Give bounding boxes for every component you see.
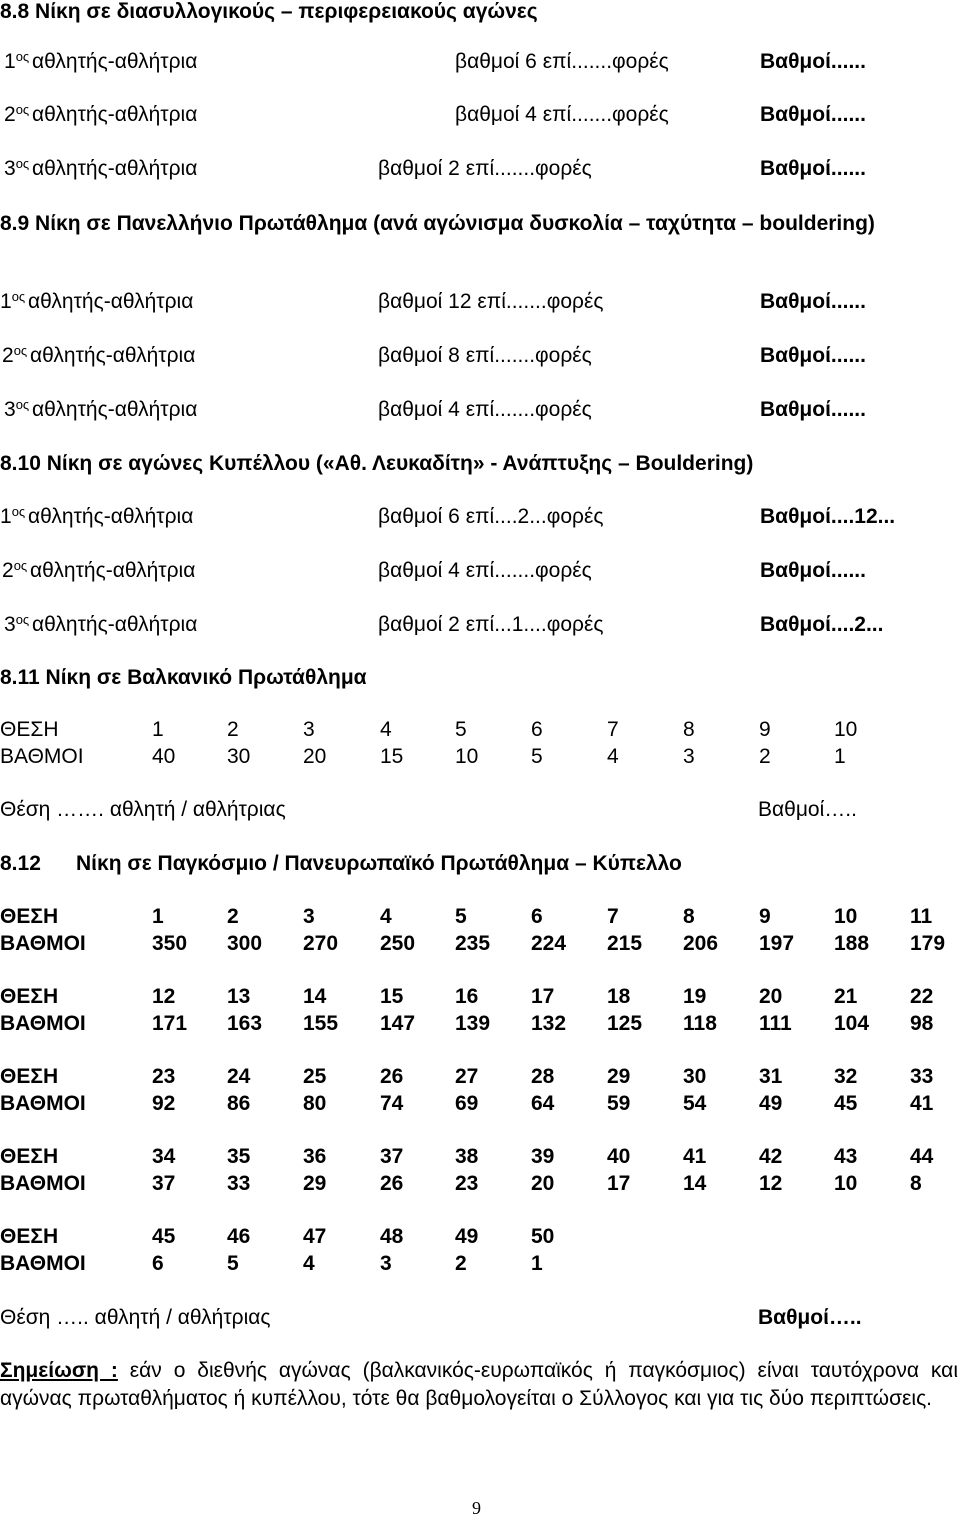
table-cell: 10 xyxy=(834,905,858,928)
position-row xyxy=(0,718,960,744)
table-cell: 13 xyxy=(227,985,251,1008)
points-multiplier: βαθμοί 8 επί.......φορές xyxy=(378,344,592,367)
rank-suffix: ος xyxy=(13,343,28,358)
rank-number xyxy=(4,157,29,181)
table-cell: 42 xyxy=(759,1145,783,1168)
rank-suffix: ος xyxy=(11,504,26,519)
table-cell: 118 xyxy=(683,1012,717,1035)
table-cell: 235 xyxy=(455,932,491,955)
table-cell: 9 xyxy=(759,718,771,741)
athlete-row xyxy=(0,505,960,531)
position-row xyxy=(0,1145,960,1171)
row-label: ΒΑΘΜΟΙ xyxy=(0,1252,86,1275)
table-cell: 300 xyxy=(227,932,263,955)
points-row xyxy=(0,745,960,771)
table-cell: 12 xyxy=(759,1172,783,1195)
table-cell: 8 xyxy=(683,718,695,741)
athlete-label: αθλητής-αθλήτρια xyxy=(32,157,198,180)
rank-suffix: ος xyxy=(15,102,30,117)
table-cell: 49 xyxy=(455,1225,479,1248)
table-cell: 64 xyxy=(531,1092,555,1115)
table-cell: 163 xyxy=(227,1012,263,1035)
section-8-11-title: 8.11 Νίκη σε Βαλκανικό Πρωτάθλημα xyxy=(0,666,367,689)
table-cell: 7 xyxy=(607,905,619,928)
table-cell: 44 xyxy=(910,1145,934,1168)
table-cell: 54 xyxy=(683,1092,707,1115)
table-cell: 43 xyxy=(834,1145,858,1168)
table-cell: 270 xyxy=(303,932,339,955)
table-cell: 10 xyxy=(834,718,858,741)
rank-number xyxy=(4,50,29,74)
table-cell: 20 xyxy=(531,1172,555,1195)
athlete-row xyxy=(0,344,960,370)
athlete-row xyxy=(0,613,960,639)
athlete-label: αθλητής-αθλήτρια xyxy=(28,505,194,528)
rank-digit: 3 xyxy=(4,398,16,421)
table-cell: 22 xyxy=(910,985,934,1008)
section-8-11-footer-right: Βαθμοί….. xyxy=(758,798,857,821)
rank-number xyxy=(4,103,29,127)
table-cell: 21 xyxy=(834,985,858,1008)
rank-suffix: ος xyxy=(15,49,30,64)
table-cell: 41 xyxy=(683,1145,707,1168)
points-multiplier: βαθμοί 12 επί.......φορές xyxy=(378,290,604,313)
table-cell: 18 xyxy=(607,985,631,1008)
points-multiplier: βαθμοί 2 επί.......φορές xyxy=(378,157,592,180)
table-cell: 224 xyxy=(531,932,567,955)
athlete-label: αθλητής-αθλήτρια xyxy=(32,103,198,126)
points-multiplier: βαθμοί 4 επί.......φορές xyxy=(378,398,592,421)
row-label: ΒΑΘΜΟΙ xyxy=(0,1172,86,1195)
table-cell: 5 xyxy=(455,718,467,741)
points-total: Βαθμοί...... xyxy=(760,398,866,421)
position-row xyxy=(0,1225,960,1251)
rank-digit: 1 xyxy=(0,290,12,313)
table-cell: 33 xyxy=(227,1172,251,1195)
table-cell: 10 xyxy=(455,745,479,768)
athlete-label: αθλητής-αθλήτρια xyxy=(30,559,196,582)
table-cell: 16 xyxy=(455,985,479,1008)
rank-suffix: ος xyxy=(15,612,30,627)
points-total: Βαθμοί...... xyxy=(760,50,866,73)
section-8-9-title: 8.9 Νίκη σε Πανελλήνιο Πρωτάθλημα (ανά αγώνισμα δυσκολία – ταχύτητα – bouldering) xyxy=(0,212,875,235)
table-cell: 1 xyxy=(152,905,164,928)
section-8-10-title: 8.10 Νίκη σε αγώνες Κυπέλλου («Αθ. Λευκαδίτη» - Ανάπτυξης – Bouldering) xyxy=(0,452,754,475)
table-cell: 49 xyxy=(759,1092,783,1115)
table-cell: 17 xyxy=(607,1172,631,1195)
table-cell: 12 xyxy=(152,985,176,1008)
table-cell: 34 xyxy=(152,1145,176,1168)
position-row xyxy=(0,905,960,931)
table-cell: 41 xyxy=(910,1092,934,1115)
section-8-11-footer-left: Θέση ……. αθλητή / αθλήτριας xyxy=(0,798,286,821)
points-multiplier: βαθμοί 6 επί....2...φορές xyxy=(378,505,604,528)
table-cell: 250 xyxy=(380,932,416,955)
table-cell: 155 xyxy=(303,1012,339,1035)
table-cell: 6 xyxy=(531,718,543,741)
table-cell: 5 xyxy=(531,745,543,768)
table-cell: 111 xyxy=(759,1012,792,1035)
rank-suffix: ος xyxy=(11,289,26,304)
table-cell: 37 xyxy=(380,1145,404,1168)
row-label: ΒΑΘΜΟΙ xyxy=(0,1092,86,1115)
points-total: Βαθμοί...... xyxy=(760,344,866,367)
table-cell: 206 xyxy=(683,932,719,955)
table-cell: 28 xyxy=(531,1065,555,1088)
athlete-row xyxy=(0,290,960,316)
rank-number xyxy=(2,344,27,368)
rank-suffix: ος xyxy=(15,397,30,412)
rank-digit: 2 xyxy=(2,344,14,367)
table-cell: 139 xyxy=(455,1012,491,1035)
rank-number xyxy=(2,559,27,583)
section-8-12-number: 8.12 xyxy=(0,852,41,875)
table-cell: 8 xyxy=(910,1172,922,1195)
rank-suffix: ος xyxy=(13,558,28,573)
row-label: ΘΕΣΗ xyxy=(0,1145,59,1168)
table-cell: 2 xyxy=(227,905,239,928)
note-text: εάν ο διεθνής αγώνας (βαλκανικός-ευρωπαϊκός ή παγκόσμιος) είναι ταυτόχρονα και αγώνας πρωταθλήματος ή κυπέλλου, τότε θα βαθμολογείται ο Σύλλογος και για τις δύο περιπτώσεις. xyxy=(0,1359,958,1410)
athlete-row xyxy=(0,398,960,424)
table-cell: 4 xyxy=(380,718,392,741)
table-cell: 2 xyxy=(455,1252,467,1275)
points-total: Βαθμοί...... xyxy=(760,103,866,126)
points-multiplier: βαθμοί 4 επί.......φορές xyxy=(378,559,592,582)
points-multiplier: βαθμοί 4 επί.......φορές xyxy=(455,103,669,126)
rank-digit: 1 xyxy=(0,505,12,528)
athlete-label: αθλητής-αθλήτρια xyxy=(30,344,196,367)
table-cell: 20 xyxy=(759,985,783,1008)
table-cell: 6 xyxy=(152,1252,164,1275)
table-cell: 45 xyxy=(152,1225,176,1248)
table-cell: 3 xyxy=(303,718,315,741)
table-cell: 8 xyxy=(683,905,695,928)
rank-digit: 1 xyxy=(4,50,16,73)
points-total: Βαθμοί...... xyxy=(760,559,866,582)
points-row xyxy=(0,1172,960,1198)
athlete-label: αθλητής-αθλήτρια xyxy=(28,290,194,313)
athlete-row xyxy=(0,50,960,76)
table-cell: 92 xyxy=(152,1092,176,1115)
table-cell: 47 xyxy=(303,1225,327,1248)
table-cell: 25 xyxy=(303,1065,327,1088)
table-cell: 132 xyxy=(531,1012,567,1035)
table-cell: 86 xyxy=(227,1092,251,1115)
rank-suffix: ος xyxy=(15,156,30,171)
table-cell: 1 xyxy=(152,718,164,741)
section-8-12-footer-left: Θέση ….. αθλητή / αθλήτριας xyxy=(0,1306,271,1329)
table-cell: 350 xyxy=(152,932,188,955)
table-cell: 9 xyxy=(759,905,771,928)
table-cell: 1 xyxy=(834,745,846,768)
table-cell: 46 xyxy=(227,1225,251,1248)
rank-number xyxy=(4,398,29,422)
table-cell: 50 xyxy=(531,1225,555,1248)
table-cell: 4 xyxy=(607,745,619,768)
table-cell: 215 xyxy=(607,932,643,955)
table-cell: 35 xyxy=(227,1145,251,1168)
points-total: Βαθμοί...... xyxy=(760,157,866,180)
points-row xyxy=(0,932,960,958)
row-label: ΘΕΣΗ xyxy=(0,985,59,1008)
rank-number xyxy=(0,290,25,314)
rank-number xyxy=(4,613,29,637)
rank-digit: 2 xyxy=(2,559,14,582)
table-cell: 10 xyxy=(834,1172,858,1195)
row-label: ΘΕΣΗ xyxy=(0,718,59,741)
rank-digit: 3 xyxy=(4,157,16,180)
row-label: ΘΕΣΗ xyxy=(0,1065,59,1088)
points-row xyxy=(0,1252,960,1278)
table-cell: 4 xyxy=(380,905,392,928)
table-cell: 171 xyxy=(152,1012,188,1035)
rank-digit: 2 xyxy=(4,103,16,126)
table-cell: 39 xyxy=(531,1145,555,1168)
athlete-row xyxy=(0,103,960,129)
table-cell: 40 xyxy=(607,1145,631,1168)
row-label: ΒΑΘΜΟΙ xyxy=(0,1012,86,1035)
rank-number xyxy=(0,505,25,529)
table-cell: 4 xyxy=(303,1252,315,1275)
table-cell: 98 xyxy=(910,1012,934,1035)
table-cell: 30 xyxy=(683,1065,707,1088)
section-8-8-title: 8.8 Νίκη σε διασυλλογικούς – περιφερειακούς αγώνες xyxy=(0,0,538,23)
row-label: ΘΕΣΗ xyxy=(0,1225,59,1248)
table-cell: 74 xyxy=(380,1092,404,1115)
athlete-label: αθλητής-αθλήτρια xyxy=(32,613,198,636)
note-label: Σημείωση : xyxy=(0,1359,118,1382)
section-8-12-footer-right: Βαθμοί….. xyxy=(758,1306,862,1329)
table-cell: 17 xyxy=(531,985,555,1008)
table-cell: 38 xyxy=(455,1145,479,1168)
table-cell: 32 xyxy=(834,1065,858,1088)
table-cell: 5 xyxy=(455,905,467,928)
table-cell: 3 xyxy=(303,905,315,928)
athlete-label: αθλητής-αθλήτρια xyxy=(32,50,198,73)
table-cell: 26 xyxy=(380,1172,404,1195)
table-cell: 3 xyxy=(683,745,695,768)
table-cell: 59 xyxy=(607,1092,631,1115)
points-row xyxy=(0,1092,960,1118)
table-cell: 14 xyxy=(683,1172,707,1195)
row-label: ΒΑΘΜΟΙ xyxy=(0,932,86,955)
table-cell: 1 xyxy=(531,1252,543,1275)
table-cell: 69 xyxy=(455,1092,479,1115)
table-cell: 45 xyxy=(834,1092,858,1115)
row-label: ΘΕΣΗ xyxy=(0,905,59,928)
points-total: Βαθμοί....12... xyxy=(760,505,896,528)
table-cell: 15 xyxy=(380,985,404,1008)
athlete-label: αθλητής-αθλήτρια xyxy=(32,398,198,421)
table-cell: 29 xyxy=(303,1172,327,1195)
table-cell: 19 xyxy=(683,985,707,1008)
table-cell: 15 xyxy=(380,745,404,768)
table-cell: 23 xyxy=(455,1172,479,1195)
table-cell: 24 xyxy=(227,1065,251,1088)
table-cell: 23 xyxy=(152,1065,176,1088)
table-cell: 48 xyxy=(380,1225,404,1248)
athlete-row xyxy=(0,157,960,183)
points-total: Βαθμοί...... xyxy=(760,290,866,313)
table-cell: 11 xyxy=(910,905,933,928)
position-row xyxy=(0,985,960,1011)
table-cell: 33 xyxy=(910,1065,934,1088)
points-multiplier: βαθμοί 2 επί...1....φορές xyxy=(378,613,604,636)
table-cell: 20 xyxy=(303,745,327,768)
points-row xyxy=(0,1012,960,1038)
table-cell: 5 xyxy=(227,1252,239,1275)
page-number: 9 xyxy=(472,1498,481,1518)
points-total: Βαθμοί....2... xyxy=(760,613,884,636)
table-cell: 36 xyxy=(303,1145,327,1168)
table-cell: 2 xyxy=(227,718,239,741)
table-cell: 40 xyxy=(152,745,176,768)
table-cell: 2 xyxy=(759,745,771,768)
table-cell: 37 xyxy=(152,1172,176,1195)
table-cell: 125 xyxy=(607,1012,643,1035)
table-cell: 80 xyxy=(303,1092,327,1115)
table-cell: 29 xyxy=(607,1065,631,1088)
table-cell: 30 xyxy=(227,745,251,768)
rank-digit: 3 xyxy=(4,613,16,636)
table-cell: 31 xyxy=(759,1065,783,1088)
points-multiplier: βαθμοί 6 επί.......φορές xyxy=(455,50,669,73)
table-cell: 179 xyxy=(910,932,946,955)
note-paragraph xyxy=(0,1357,958,1413)
section-8-12-title: Νίκη σε Παγκόσμιο / Πανευρωπαϊκό Πρωτάθλημα – Κύπελλο xyxy=(76,852,682,875)
table-cell: 197 xyxy=(759,932,795,955)
table-cell: 6 xyxy=(531,905,543,928)
table-cell: 14 xyxy=(303,985,327,1008)
athlete-row xyxy=(0,559,960,585)
table-cell: 27 xyxy=(455,1065,479,1088)
table-cell: 147 xyxy=(380,1012,416,1035)
table-cell: 104 xyxy=(834,1012,870,1035)
table-cell: 7 xyxy=(607,718,619,741)
position-row xyxy=(0,1065,960,1091)
row-label: ΒΑΘΜΟΙ xyxy=(0,745,84,768)
table-cell: 26 xyxy=(380,1065,404,1088)
table-cell: 188 xyxy=(834,932,870,955)
table-cell: 3 xyxy=(380,1252,392,1275)
